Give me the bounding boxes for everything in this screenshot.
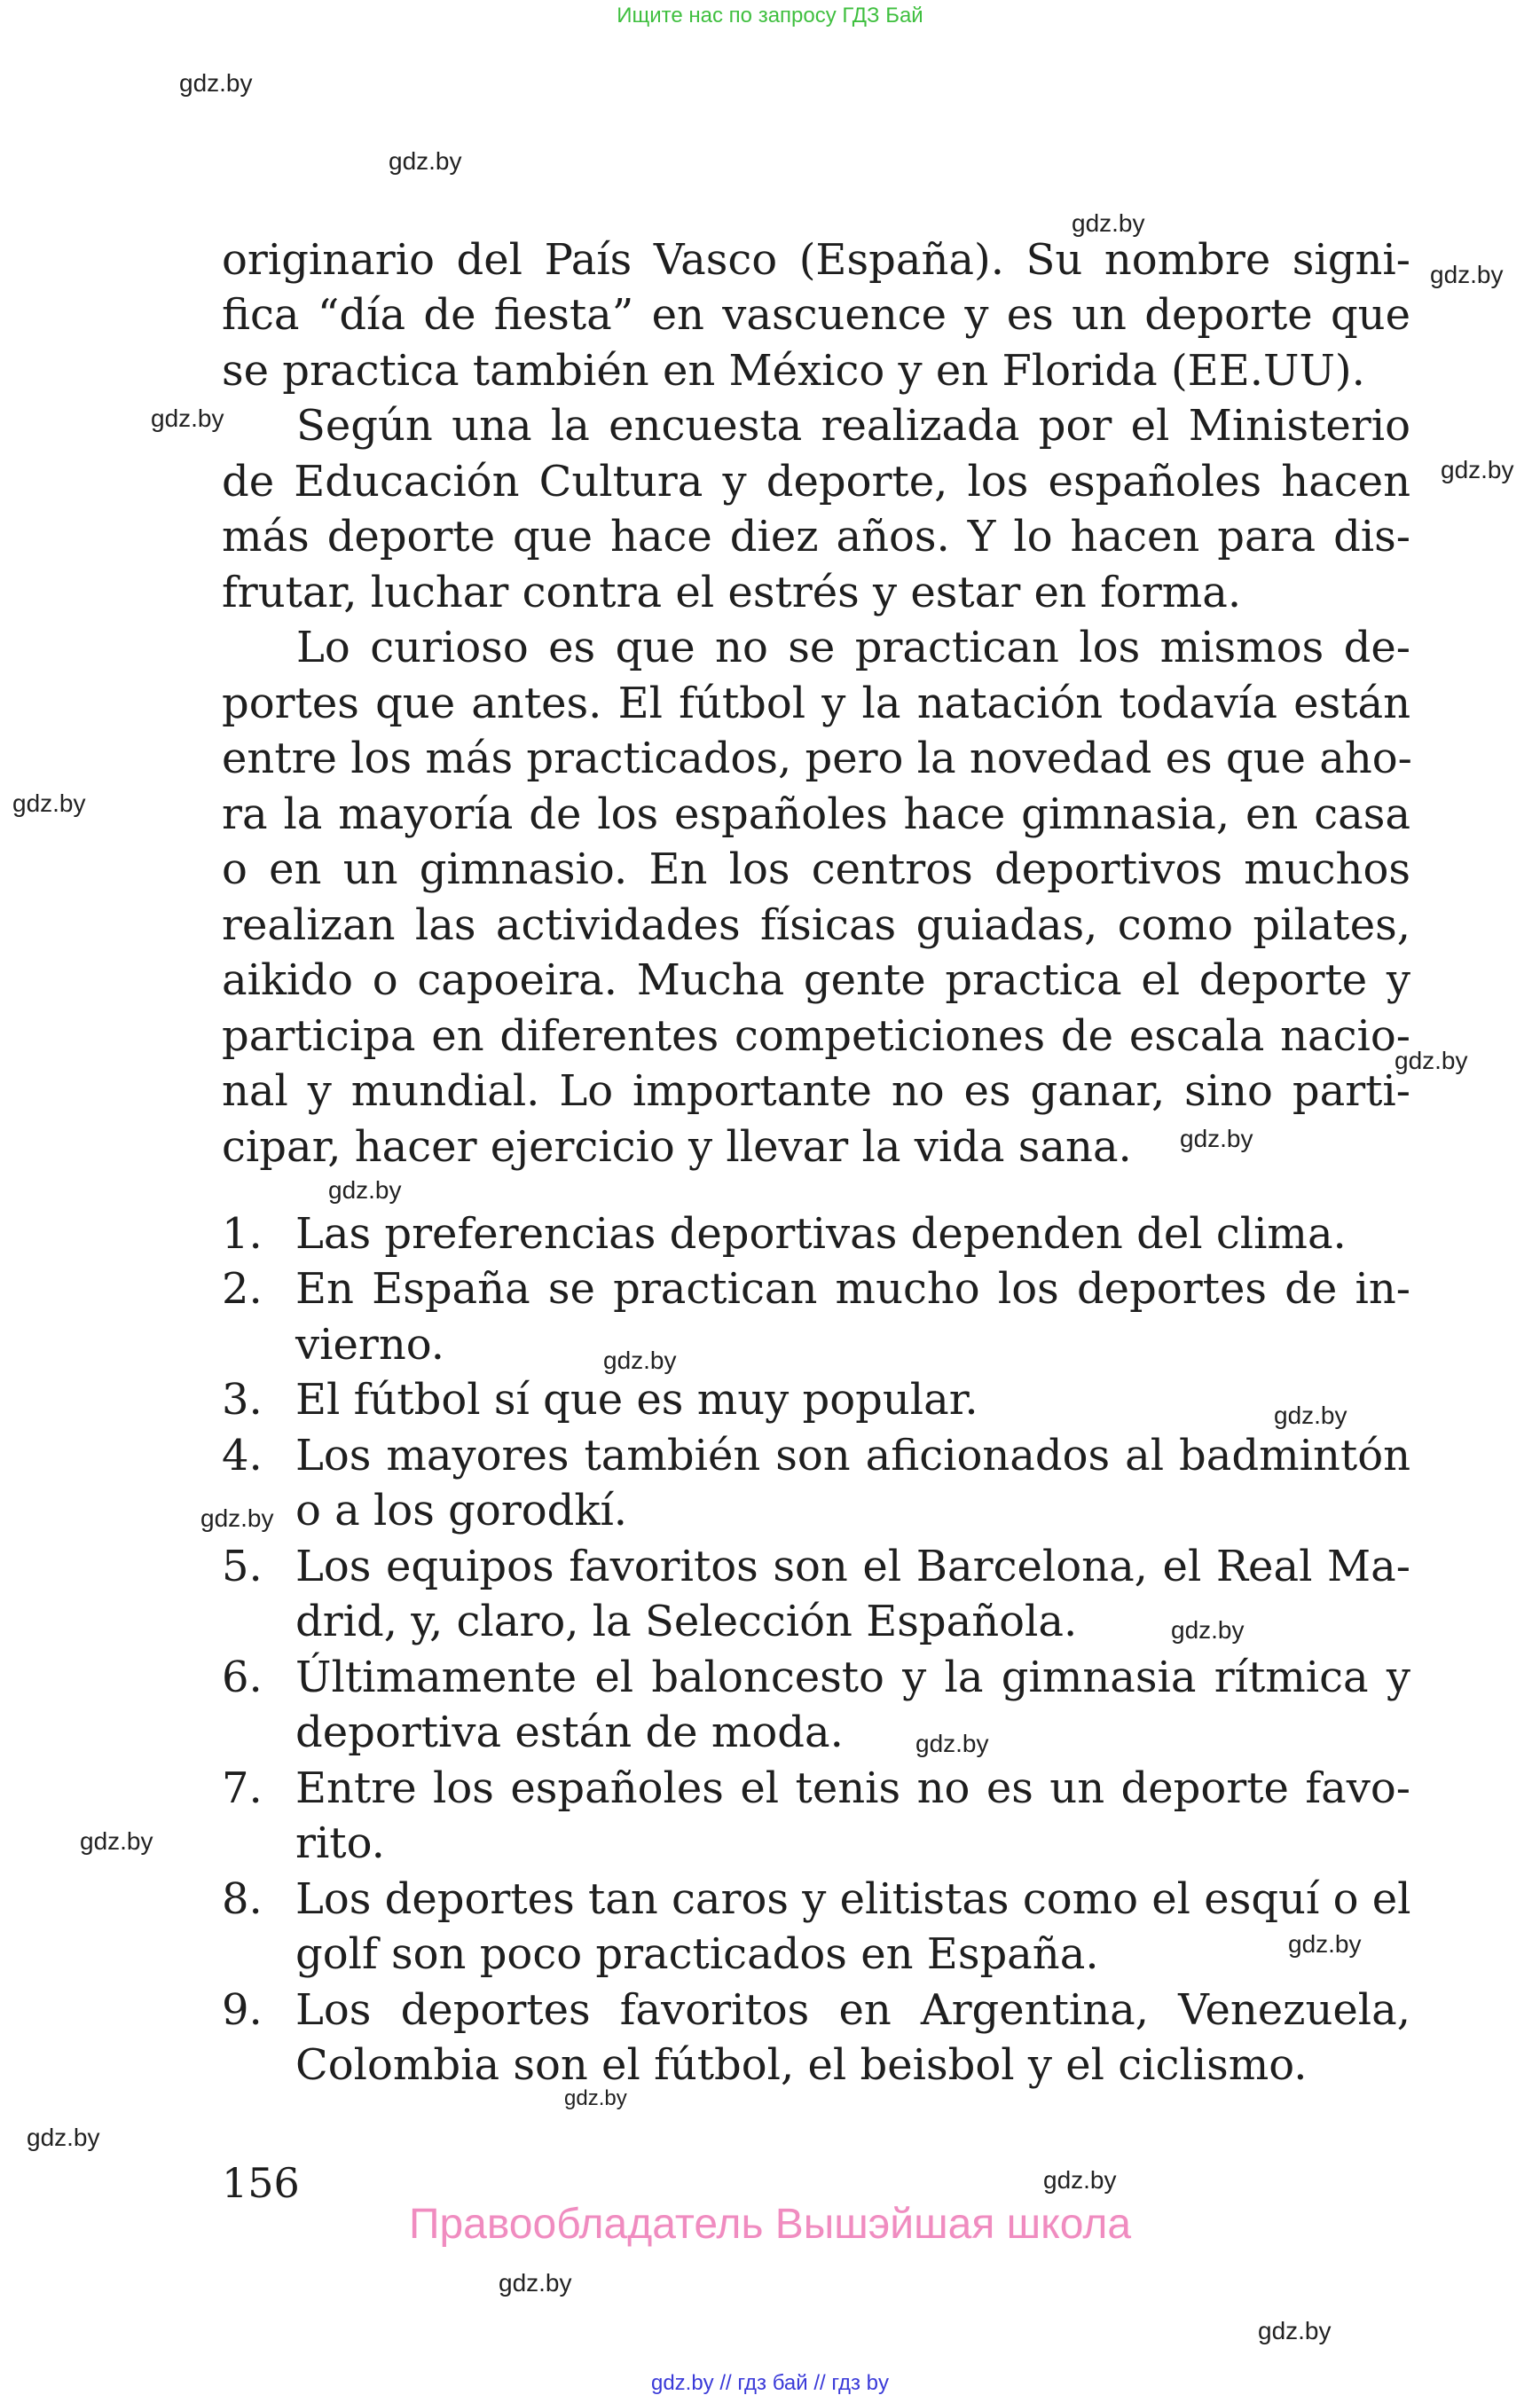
top-banner[interactable]: Ищите нас по запросу ГДЗ Бай <box>617 4 923 27</box>
paragraph-line: se practica también en México y en Florida (EE.UU). <box>222 346 1365 396</box>
statement-line: En España se practican mucho los deportes de in- <box>295 1264 1410 1314</box>
watermark: gdz.by <box>328 1176 402 1204</box>
statement-line: Entre los españoles el tenis no es un deporte favo- <box>295 1763 1410 1813</box>
statement-number: 1. <box>222 1209 263 1259</box>
statement-line: Colombia son el fútbol, el beisbol y el ciclismo. <box>295 2040 1308 2090</box>
statement-line: Los equipos favoritos son el Barcelona, el Real Ma- <box>295 1542 1410 1591</box>
page-number: 156 <box>222 2159 300 2207</box>
paragraph-line: más deporte que hace diez años. Y lo hacen para dis- <box>222 512 1410 561</box>
statement-number: 2. <box>222 1264 263 1314</box>
statement-number: 3. <box>222 1375 263 1425</box>
paragraph-line: portes que antes. El fútbol y la natación todavía están <box>222 679 1410 728</box>
statement-number: 9. <box>222 1985 263 2035</box>
statement-line: Los mayores también son aficionados al badmintón <box>295 1431 1410 1480</box>
watermark: gdz.by <box>179 69 253 97</box>
paragraph-line: de Educación Cultura y deporte, los españoles hacen <box>222 457 1410 507</box>
statement-line: Los deportes tan caros y elitistas como el esquí o el <box>295 1874 1411 1924</box>
watermark: gdz.by <box>27 2124 100 2151</box>
watermark: gdz.by <box>1288 1930 1362 1958</box>
watermark: gdz.by <box>200 1504 274 1532</box>
watermark: gdz.by <box>151 404 224 432</box>
bottom-banner[interactable]: gdz.by // гдз бай // гдз by <box>650 2371 890 2395</box>
statement-line: drid, y, claro, la Selección Española. <box>295 1597 1078 1646</box>
statement-line: deportiva están de moda. <box>295 1708 844 1757</box>
statement-line: El fútbol sí que es muy popular. <box>295 1375 978 1425</box>
paragraph-line: nal y mundial. Lo importante no es ganar, sino parti- <box>222 1066 1410 1116</box>
statement-number: 5. <box>222 1542 263 1591</box>
watermark: gdz.by <box>1180 1125 1253 1152</box>
paragraph-line: realizan las actividades físicas guiadas, como pilates, <box>222 900 1410 950</box>
statement-line: golf son poco practicados en España. <box>295 1929 1099 1979</box>
paragraph-line: fica “día de fiesta” en vascuence y es un deporte que <box>222 290 1410 340</box>
paragraph-line: Según una la encuesta realizada por el Ministerio <box>296 401 1410 451</box>
statement-number: 7. <box>222 1763 263 1813</box>
statement-line: vierno. <box>295 1320 445 1370</box>
paragraph-line: cipar, hacer ejercicio y llevar la vida sana. <box>222 1122 1132 1172</box>
watermark: gdz.by <box>1274 1402 1348 1429</box>
watermark: gdz.by <box>564 2086 627 2110</box>
statement-line: Las preferencias deportivas dependen del clima. <box>295 1209 1347 1259</box>
watermark: gdz.by <box>603 1347 677 1374</box>
watermark: gdz.by <box>915 1730 989 1757</box>
paragraph-line: ra la mayoría de los españoles hace gimnasia, en casa <box>222 789 1410 839</box>
paragraph-line: originario del País Vasco (España). Su nombre signi- <box>222 235 1410 285</box>
statement-line: Últimamente el baloncesto y la gimnasia rítmica y <box>295 1653 1410 1702</box>
paragraph-line: participa en diferentes competiciones de escala nacio- <box>222 1011 1410 1061</box>
statement-number: 6. <box>222 1653 263 1702</box>
statement-line: Los deportes favoritos en Argentina, Venezuela, <box>295 1985 1410 2035</box>
watermark: gdz.by <box>499 2269 572 2297</box>
watermark: gdz.by <box>12 789 86 817</box>
watermark: gdz.by <box>389 147 462 175</box>
watermark: gdz.by <box>1072 209 1145 237</box>
watermark: gdz.by <box>1395 1047 1468 1074</box>
paragraph-line: aikido o capoeira. Mucha gente practica el deporte y <box>222 955 1410 1005</box>
watermark: gdz.by <box>1430 261 1504 288</box>
paragraph-line: o en un gimnasio. En los centros deportivos muchos <box>222 844 1410 894</box>
watermark: gdz.by <box>1171 1616 1245 1644</box>
statement-number: 8. <box>222 1874 263 1924</box>
paragraph-line: entre los más practicados, pero la novedad es que aho- <box>222 734 1412 783</box>
paragraph-line: Lo curioso es que no se practican los mismos de- <box>296 623 1410 672</box>
statement-line: o a los gorodkí. <box>295 1486 628 1535</box>
copyright-notice: Правообладатель Вышэйшая школа <box>408 2201 1132 2248</box>
watermark: gdz.by <box>80 1827 153 1855</box>
watermark: gdz.by <box>1258 2317 1332 2344</box>
statement-line: rito. <box>295 1818 385 1868</box>
watermark: gdz.by <box>1441 456 1514 483</box>
paragraph-line: frutar, luchar contra el estrés y estar en forma. <box>222 568 1242 617</box>
watermark: gdz.by <box>1043 2166 1117 2194</box>
statement-number: 4. <box>222 1431 263 1480</box>
